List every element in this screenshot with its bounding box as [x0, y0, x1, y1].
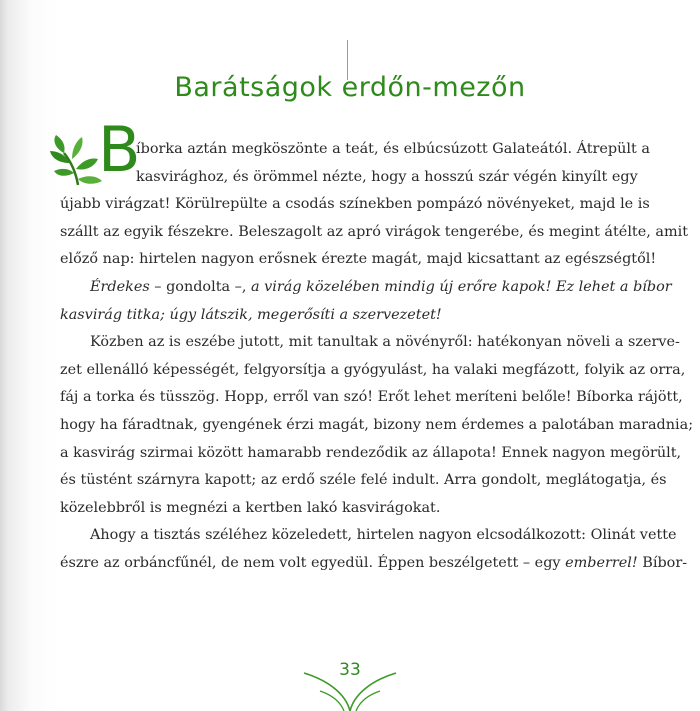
italic-text: kasvirág titka; úgy látszik, megerősíti a szervezetet!: [60, 306, 442, 323]
text-line: újabb virágzat! Körülrepülte a csodás színekben pompázó növényeket, majd le is: [60, 196, 650, 213]
italic-text: emberrel!: [565, 554, 638, 571]
text-line: íborka aztán megköszönte a teát, és elbúcsúzott Galateától. Átrepült a: [136, 141, 650, 157]
text-line: Ahogy a tisztás széléhez közeledett, hirtelen nagyon elcsodálkozott: Olinát vette: [90, 527, 677, 544]
chapter-title: Barátságok erdőn-mezőn: [174, 72, 526, 103]
text-line: és tüstént szárnyra kapott; az erdő széle felé indult. Arra gondolt, meglátogatja, és: [60, 472, 667, 489]
text-line: szállt az egyik fészekre. Beleszagolt az apró virágok tengerébe, és megint átélte, amit: [60, 223, 688, 240]
plain-text: Bíbor-: [637, 554, 688, 571]
text-line: [60, 302, 630, 330]
body-text: [60, 136, 694, 578]
text-line: előző nap: hirtelen nagyon erősnek érezte magát, majd kicsattant az egészségtől!: [60, 251, 657, 268]
paragraph-1-lead: [60, 136, 650, 191]
text-line: [60, 550, 688, 578]
text-line: kasvirághoz, és örömmel nézte, hogy a hosszú szár végén kinyílt egy: [136, 168, 638, 185]
drop-cap-letter: B: [98, 113, 141, 186]
text-line: a kasvirág szirmai között hamarabb rendeződik az állapota! Ennek nagyon megörült,: [60, 444, 682, 461]
text-line: zet ellenálló képességét, felgyorsítja a gyógyulást, ha valaki megfázott, folyik az orra,: [60, 361, 686, 378]
text-line: [60, 274, 672, 302]
plain-text: – gondolta –,: [149, 278, 251, 295]
text-line: fáj a torka és tüsszög. Hopp, erről van szó! Erőt lehet meríteni belőle! Bíborka rájött,: [60, 389, 683, 406]
page-number: 33: [339, 660, 361, 680]
text-line: hogy ha fáradtnak, gyengének érzi magát, bizony nem érdemes a palotában maradnia;: [60, 416, 694, 433]
text-line: Közben az is eszébe jutott, mit tanultak a növényről: hatékonyan növeli a szerve-: [90, 334, 680, 351]
text-line: közelebbről is megnézi a kertben lakó kasvirágokat.: [60, 499, 441, 516]
italic-text: a virág közelében mindig új erőre kapok! Ez lehet a bíbor: [250, 278, 672, 295]
plain-text: észre az orbáncfűnél, de nem volt egyedül. Éppen beszélgetett – egy: [60, 554, 566, 571]
italic-text: Érdekes: [90, 278, 150, 295]
